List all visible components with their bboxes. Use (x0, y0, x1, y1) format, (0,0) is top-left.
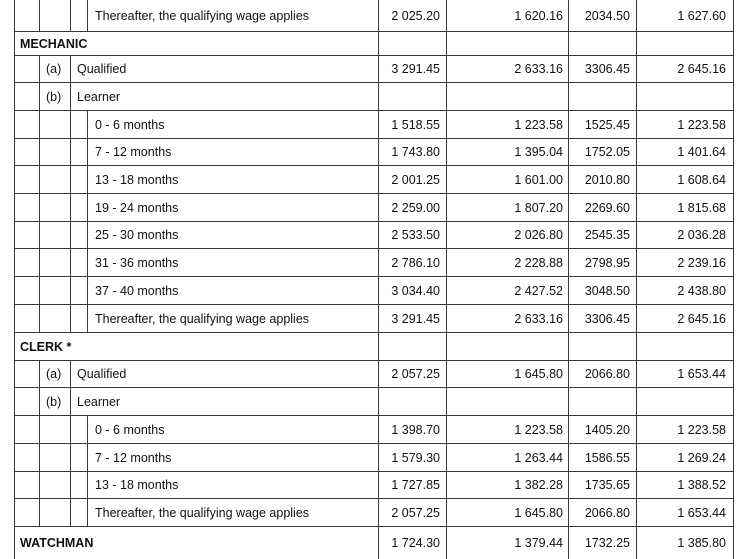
column-divider (636, 304, 637, 332)
wage-value: 1 608.64 (677, 173, 726, 187)
column-divider (446, 138, 447, 165)
indent-divider (39, 248, 40, 276)
column-divider (568, 248, 569, 276)
column-divider (636, 471, 637, 498)
indent-divider (39, 55, 40, 82)
wage-value: 2269.60 (584, 201, 630, 215)
wage-value: 2 036.28 (677, 228, 726, 242)
wage-value: 1 223.58 (514, 118, 563, 132)
wage-value: 1 645.80 (514, 506, 563, 520)
indent-divider (87, 110, 88, 138)
wage-value: 1 263.44 (514, 451, 563, 465)
indent-divider (70, 360, 71, 387)
column-divider (636, 31, 637, 55)
column-divider (568, 360, 569, 387)
indent-divider (39, 110, 40, 138)
row-border (14, 165, 733, 166)
table-border-left (14, 332, 15, 360)
table-border-right (733, 471, 734, 498)
column-divider (446, 387, 447, 415)
wage-value: 2 633.16 (514, 62, 563, 76)
indent-divider (70, 221, 71, 248)
wage-value: 3 291.45 (391, 62, 440, 76)
item-label: 7 - 12 months (95, 451, 172, 465)
indent-divider (39, 498, 40, 526)
row-border (14, 55, 733, 56)
indent-divider (87, 138, 88, 165)
indent-divider (70, 193, 71, 221)
indent-divider (87, 221, 88, 248)
column-divider (378, 221, 379, 248)
table-border-left (14, 276, 15, 304)
wage-value: 1 398.70 (391, 423, 440, 437)
item-label: 37 - 40 months (95, 284, 179, 298)
table-border-right (733, 276, 734, 304)
wage-value: 1 223.58 (677, 423, 726, 437)
wage-value: 1 727.85 (391, 478, 440, 492)
wage-value: 1 385.80 (677, 536, 726, 550)
wage-value: 1 269.24 (677, 451, 726, 465)
wage-value: 1 518.55 (391, 118, 440, 132)
wage-value: 2 259.00 (391, 201, 440, 215)
item-prefix: (a) (46, 367, 62, 381)
wage-value: 2066.80 (584, 506, 630, 520)
table-border-right (733, 110, 734, 138)
row-border (14, 31, 733, 32)
indent-divider (39, 443, 40, 471)
table-border-left (14, 110, 15, 138)
indent-divider (39, 0, 40, 31)
column-divider (378, 0, 379, 31)
wage-value: 2798.95 (584, 256, 630, 270)
column-divider (446, 443, 447, 471)
column-divider (568, 0, 569, 31)
table-border-left (14, 415, 15, 443)
indent-divider (39, 304, 40, 332)
column-divider (446, 31, 447, 55)
wage-value: 2034.50 (584, 9, 630, 23)
wage-value: 1 223.58 (514, 423, 563, 437)
indent-divider (39, 138, 40, 165)
indent-divider (70, 498, 71, 526)
row-border (14, 415, 733, 416)
column-divider (378, 498, 379, 526)
table-border-left (14, 360, 15, 387)
wage-value: 2010.80 (584, 173, 630, 187)
column-divider (568, 332, 569, 360)
wage-value: 1 579.30 (391, 451, 440, 465)
row-border (14, 193, 733, 194)
wage-value: 1525.45 (584, 118, 630, 132)
column-divider (568, 55, 569, 82)
table-border-right (733, 360, 734, 387)
table-border-left (14, 31, 15, 55)
wage-value: 3 291.45 (391, 312, 440, 326)
column-divider (568, 471, 569, 498)
table-border-left (14, 498, 15, 526)
column-divider (636, 0, 637, 31)
column-divider (568, 165, 569, 193)
indent-divider (39, 415, 40, 443)
item-label: Thereafter, the qualifying wage applies (95, 312, 310, 326)
row-border (14, 498, 733, 499)
column-divider (636, 443, 637, 471)
column-divider (446, 110, 447, 138)
indent-divider (70, 82, 71, 110)
indent-divider (39, 221, 40, 248)
table-border-left (14, 248, 15, 276)
column-divider (378, 82, 379, 110)
column-divider (446, 55, 447, 82)
table-border-left (14, 443, 15, 471)
table-border-right (733, 55, 734, 82)
table-border-right (733, 443, 734, 471)
row-border (14, 138, 733, 139)
column-divider (636, 526, 637, 559)
column-divider (446, 332, 447, 360)
item-label: Learner (77, 395, 121, 409)
indent-divider (87, 498, 88, 526)
column-divider (636, 138, 637, 165)
wage-value: 2 533.50 (391, 228, 440, 242)
table-border-right (733, 0, 734, 31)
table-border-right (733, 138, 734, 165)
table-border-left (14, 387, 15, 415)
row-border (14, 443, 733, 444)
wage-value: 1 601.00 (514, 173, 563, 187)
column-divider (378, 360, 379, 387)
table-border-left (14, 304, 15, 332)
wage-value: 1 379.44 (514, 536, 563, 550)
column-divider (568, 221, 569, 248)
column-divider (446, 193, 447, 221)
column-divider (446, 82, 447, 110)
column-divider (378, 443, 379, 471)
row-border (14, 221, 733, 222)
table-border-right (733, 498, 734, 526)
table-border-right (733, 387, 734, 415)
wage-value: 2 645.16 (677, 62, 726, 76)
wage-value: 3306.45 (584, 62, 630, 76)
column-divider (636, 82, 637, 110)
indent-divider (70, 165, 71, 193)
wage-value: 2 633.16 (514, 312, 563, 326)
row-border (14, 332, 733, 333)
row-border (14, 471, 733, 472)
column-divider (378, 193, 379, 221)
indent-divider (87, 304, 88, 332)
column-divider (636, 193, 637, 221)
column-divider (636, 276, 637, 304)
indent-divider (70, 304, 71, 332)
item-label: Qualified (77, 62, 127, 76)
column-divider (446, 498, 447, 526)
column-divider (378, 110, 379, 138)
column-divider (568, 443, 569, 471)
indent-divider (70, 0, 71, 31)
item-label: 19 - 24 months (95, 201, 179, 215)
item-prefix: (b) (46, 90, 62, 104)
wage-value: 1 382.28 (514, 478, 563, 492)
section-heading: CLERK * (20, 340, 72, 354)
row-border (14, 360, 733, 361)
column-divider (636, 165, 637, 193)
column-divider (446, 276, 447, 304)
table-border-right (733, 248, 734, 276)
table-border-left (14, 221, 15, 248)
item-label: 13 - 18 months (95, 173, 179, 187)
wage-value: 1 653.44 (677, 367, 726, 381)
wage-value: 1 807.20 (514, 201, 563, 215)
item-label: 0 - 6 months (95, 423, 165, 437)
table-border-right (733, 165, 734, 193)
wage-value: 3306.45 (584, 312, 630, 326)
column-divider (636, 332, 637, 360)
wage-value: 2 438.80 (677, 284, 726, 298)
wage-value: 1735.65 (584, 478, 630, 492)
column-divider (636, 248, 637, 276)
column-divider (446, 471, 447, 498)
column-divider (378, 304, 379, 332)
indent-divider (39, 387, 40, 415)
indent-divider (87, 276, 88, 304)
indent-divider (39, 165, 40, 193)
column-divider (568, 304, 569, 332)
indent-divider (70, 55, 71, 82)
item-label: Qualified (77, 367, 127, 381)
column-divider (378, 387, 379, 415)
indent-divider (87, 165, 88, 193)
wage-value: 1 401.64 (677, 145, 726, 159)
row-border (14, 304, 733, 305)
item-label: 31 - 36 months (95, 256, 179, 270)
indent-divider (70, 276, 71, 304)
item-label: 0 - 6 months (95, 118, 165, 132)
column-divider (378, 332, 379, 360)
column-divider (636, 221, 637, 248)
table-border-left (14, 526, 15, 559)
row-border (14, 387, 733, 388)
column-divider (568, 498, 569, 526)
column-divider (378, 55, 379, 82)
indent-divider (87, 0, 88, 31)
wage-value: 1 815.68 (677, 201, 726, 215)
column-divider (378, 248, 379, 276)
item-label: Thereafter, the qualifying wage applies (95, 506, 310, 520)
indent-divider (70, 138, 71, 165)
wage-value: 1 724.30 (391, 536, 440, 550)
indent-divider (87, 415, 88, 443)
indent-divider (87, 248, 88, 276)
indent-divider (39, 360, 40, 387)
column-divider (636, 387, 637, 415)
wage-value: 2 427.52 (514, 284, 563, 298)
item-label: 25 - 30 months (95, 228, 179, 242)
wage-value: 3 034.40 (391, 284, 440, 298)
column-divider (568, 387, 569, 415)
indent-divider (87, 193, 88, 221)
wage-value: 2 057.25 (391, 367, 440, 381)
indent-divider (70, 415, 71, 443)
table-border-left (14, 165, 15, 193)
column-divider (378, 471, 379, 498)
column-divider (446, 221, 447, 248)
column-divider (636, 415, 637, 443)
column-divider (636, 360, 637, 387)
wage-value: 1 395.04 (514, 145, 563, 159)
column-divider (568, 526, 569, 559)
wage-value: 2 645.16 (677, 312, 726, 326)
indent-divider (70, 387, 71, 415)
indent-divider (70, 471, 71, 498)
wage-value: 2 239.16 (677, 256, 726, 270)
item-prefix: (a) (46, 62, 62, 76)
column-divider (636, 498, 637, 526)
wage-value: 1 223.58 (677, 118, 726, 132)
table-border-left (14, 82, 15, 110)
indent-divider (39, 82, 40, 110)
wage-value: 1 645.80 (514, 367, 563, 381)
column-divider (378, 276, 379, 304)
section-heading: MECHANIC (20, 37, 88, 51)
wage-value: 1 627.60 (677, 9, 726, 23)
wage-value: 1 653.44 (677, 506, 726, 520)
column-divider (378, 165, 379, 193)
wage-value: 1405.20 (584, 423, 630, 437)
row-border (14, 248, 733, 249)
column-divider (568, 31, 569, 55)
row-border (14, 276, 733, 277)
wage-value: 2066.80 (584, 367, 630, 381)
column-divider (568, 276, 569, 304)
indent-divider (39, 193, 40, 221)
item-label: 13 - 18 months (95, 478, 179, 492)
column-divider (568, 193, 569, 221)
table-border-left (14, 193, 15, 221)
table-border-right (733, 31, 734, 55)
table-border-left (14, 55, 15, 82)
column-divider (636, 55, 637, 82)
table-border-right (733, 332, 734, 360)
wage-value: 1586.55 (584, 451, 630, 465)
column-divider (446, 526, 447, 559)
indent-divider (87, 471, 88, 498)
wage-value: 1 743.80 (391, 145, 440, 159)
wage-value: 1 388.52 (677, 478, 726, 492)
table-border-right (733, 304, 734, 332)
wage-value: 2 228.88 (514, 256, 563, 270)
wage-value: 1752.05 (584, 145, 630, 159)
section-heading: WATCHMAN (20, 536, 94, 550)
wage-value: 3048.50 (584, 284, 630, 298)
item-prefix: (b) (46, 395, 62, 409)
column-divider (446, 0, 447, 31)
wage-value: 2 057.25 (391, 506, 440, 520)
wage-value: 2 025.20 (391, 9, 440, 23)
row-border (14, 82, 733, 83)
column-divider (568, 110, 569, 138)
wage-value: 1 620.16 (514, 9, 563, 23)
item-label: 7 - 12 months (95, 145, 172, 159)
table-border-right (733, 82, 734, 110)
column-divider (568, 82, 569, 110)
table-border-left (14, 0, 15, 31)
column-divider (568, 415, 569, 443)
column-divider (446, 165, 447, 193)
indent-divider (39, 471, 40, 498)
wage-value: 2545.35 (584, 228, 630, 242)
table-border-right (733, 415, 734, 443)
indent-divider (87, 443, 88, 471)
table-border-left (14, 471, 15, 498)
table-border-right (733, 193, 734, 221)
table-border-right (733, 526, 734, 559)
indent-divider (70, 110, 71, 138)
row-border (14, 110, 733, 111)
column-divider (446, 304, 447, 332)
wage-value: 2 786.10 (391, 256, 440, 270)
column-divider (446, 360, 447, 387)
table-border-left (14, 138, 15, 165)
column-divider (636, 110, 637, 138)
row-border (14, 526, 733, 527)
item-label: Thereafter, the qualifying wage applies (95, 9, 310, 23)
indent-divider (70, 248, 71, 276)
wage-value: 1732.25 (584, 536, 630, 550)
wage-value: 2 026.80 (514, 228, 563, 242)
column-divider (378, 138, 379, 165)
indent-divider (39, 276, 40, 304)
column-divider (568, 138, 569, 165)
indent-divider (70, 443, 71, 471)
column-divider (378, 526, 379, 559)
column-divider (446, 248, 447, 276)
column-divider (378, 31, 379, 55)
item-label: Learner (77, 90, 121, 104)
table-border-right (733, 221, 734, 248)
column-divider (446, 415, 447, 443)
column-divider (378, 415, 379, 443)
wage-value: 2 001.25 (391, 173, 440, 187)
